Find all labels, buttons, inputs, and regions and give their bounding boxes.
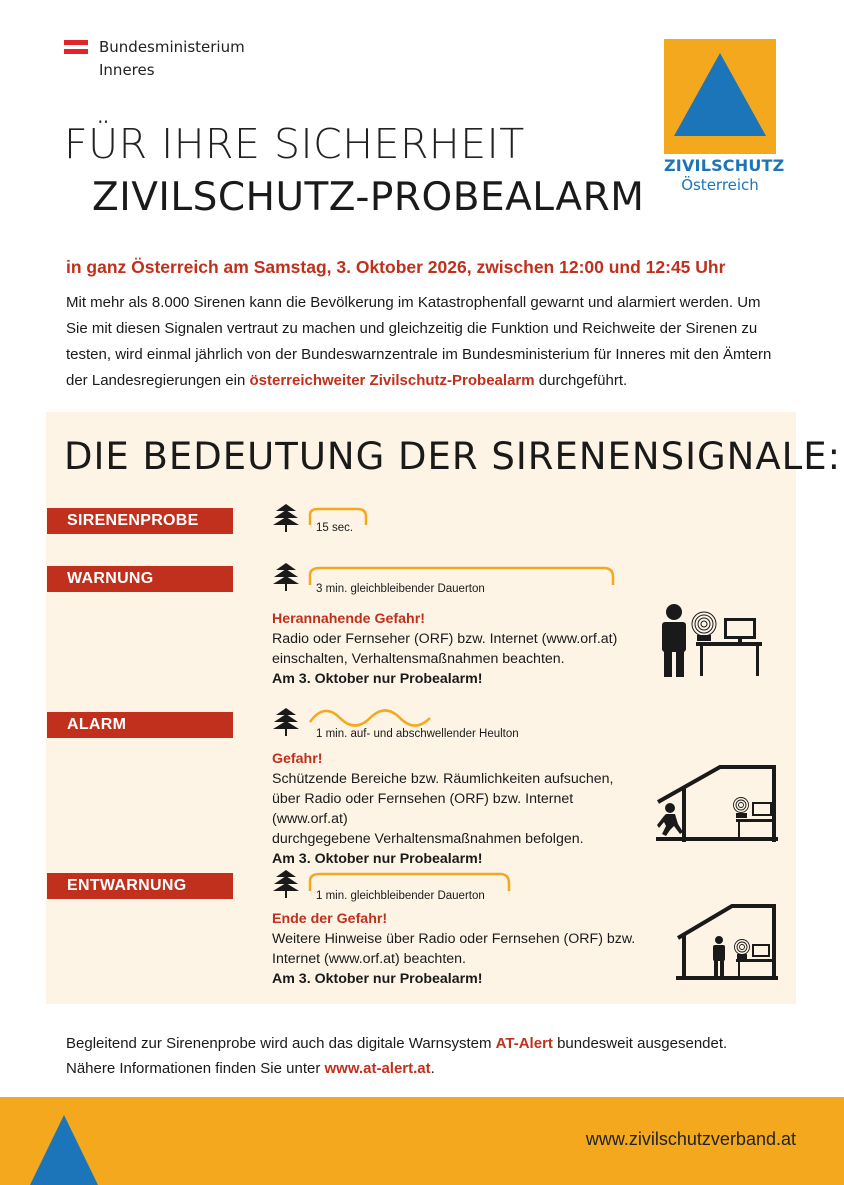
siren-icon: [272, 563, 300, 591]
entwarnung-description: [272, 909, 652, 989]
triangle-logo-icon: [664, 39, 776, 154]
duration-sirenenprobe: 15 sec.: [316, 522, 354, 534]
austria-flag-icon: [64, 40, 88, 54]
website-link[interactable]: www.zivilschutzverband.at: [585, 1129, 796, 1149]
at-alert-highlight: AT-Alert: [495, 1035, 553, 1052]
warnung-line-2: einschalten, Verhaltensmaßnahmen beachten.: [272, 651, 565, 667]
radio-wave-icon: [734, 798, 749, 813]
signal-label-alarm: ALARM: [47, 712, 233, 738]
intro-highlight: österreichweiter Zivilschutz-Probealarm: [249, 372, 535, 389]
ministry-line-2: Inneres: [99, 61, 155, 79]
alarm-line-1: Schützende Bereiche bzw. Räumlichkeiten aufsuchen,: [272, 771, 614, 787]
footer-text: [66, 1031, 806, 1081]
siren-icon: [272, 870, 300, 898]
warnung-note: Am 3. Oktober nur Probealarm!: [272, 671, 483, 687]
person-icon: [662, 604, 686, 677]
panel-title: DIE BEDEUTUNG DER SIRENENSIGNALE:: [64, 435, 842, 478]
alarm-line-3: durchgegebene Verhaltensmaßnahmen befolgen.: [272, 831, 584, 847]
entwarnung-line-1: Weitere Hinweise über Radio oder Fernsehen (ORF) bzw.: [272, 931, 636, 947]
footer-line-1: Begleitend zur Sirenenprobe wird auch das digitale Warnsystem AT-Alert bundesweit ausgesendet.: [66, 1035, 728, 1052]
title-line-1: FÜR IHRE SICHERHEIT: [64, 120, 525, 168]
house-with-person-illustration: [656, 764, 778, 842]
alarm-description: [272, 749, 652, 869]
signal-label-warnung: WARNUNG: [47, 566, 233, 592]
person-icon: [713, 936, 725, 976]
intro-paragraph: [66, 290, 786, 394]
logo-name: ZIVILSCHUTZ: [664, 156, 785, 175]
entwarnung-note: Am 3. Oktober nur Probealarm!: [272, 971, 483, 987]
running-person-icon: [657, 803, 683, 836]
house-with-person-inside-illustration: [676, 902, 778, 982]
warnung-line-1: Radio oder Fernseher (ORF) bzw. Internet (www.orf.at): [272, 631, 618, 647]
title-line-2: ZIVILSCHUTZ-PROBEALARM: [92, 175, 645, 220]
duration-alarm: 1 min. auf- und abschwellender Heulton: [316, 728, 519, 740]
warnung-description: [272, 609, 652, 689]
signal-curve-wave: [306, 706, 438, 728]
at-alert-link[interactable]: www.at-alert.at: [324, 1060, 431, 1077]
intro-text: Mit mehr als 8.000 Sirenen kann die Bevölkerung im Katastrophenfall gewarnt und alarmiert werden. Um Sie mit diesen Signalen vertraut zu machen und gleichzeitig die Funktion und Reichweite der Sirenen zu testen, wird einmal jährlich von der Bundeswarnzentrale im Bundesministerium für Inneres mit den Ämtern der Landesregierungen ein: [66, 294, 772, 389]
ministry-line-1: Bundesministerium: [99, 38, 245, 56]
duration-warnung: 3 min. gleichbleibender Dauerton: [316, 583, 485, 595]
triangle-logo-icon: [0, 1097, 100, 1185]
zivilschutz-logo: [664, 39, 785, 194]
alarm-heading: Gefahr!: [272, 751, 323, 767]
tv-icon: [752, 944, 770, 957]
radio-wave-icon: [692, 612, 716, 636]
entwarnung-line-2: Internet (www.orf.at) beachten.: [272, 951, 466, 967]
intro-text-end: durchgeführt.: [534, 372, 628, 389]
alarm-note: Am 3. Oktober nur Probealarm!: [272, 851, 483, 867]
entwarnung-heading: Ende der Gefahr!: [272, 911, 388, 927]
duration-entwarnung: 1 min. gleichbleibender Dauerton: [316, 890, 485, 902]
event-date-subheading: in ganz Österreich am Samstag, 3. Oktober 2026, zwischen 12:00 und 12:45 Uhr: [66, 257, 726, 277]
tv-icon: [724, 618, 756, 642]
footer-line-2: Nähere Informationen finden Sie unter www.at-alert.at.: [66, 1060, 435, 1077]
warnung-heading: Herannahende Gefahr!: [272, 611, 425, 627]
siren-icon: [272, 708, 300, 736]
signal-label-entwarnung: ENTWARNUNG: [47, 873, 233, 899]
alarm-line-2: über Radio oder Fernsehen (ORF) bzw. Internet (www.orf.at): [272, 791, 574, 827]
radio-wave-icon: [735, 940, 750, 955]
house-icon: [676, 906, 778, 980]
siren-icon: [272, 504, 300, 532]
tv-icon: [752, 802, 772, 816]
ministry-name: [99, 36, 319, 82]
person-with-radio-and-tv-illustration: [654, 597, 764, 679]
signal-label-sirenenprobe: SIRENENPROBE: [47, 508, 233, 534]
logo-country: Österreich: [681, 176, 759, 194]
